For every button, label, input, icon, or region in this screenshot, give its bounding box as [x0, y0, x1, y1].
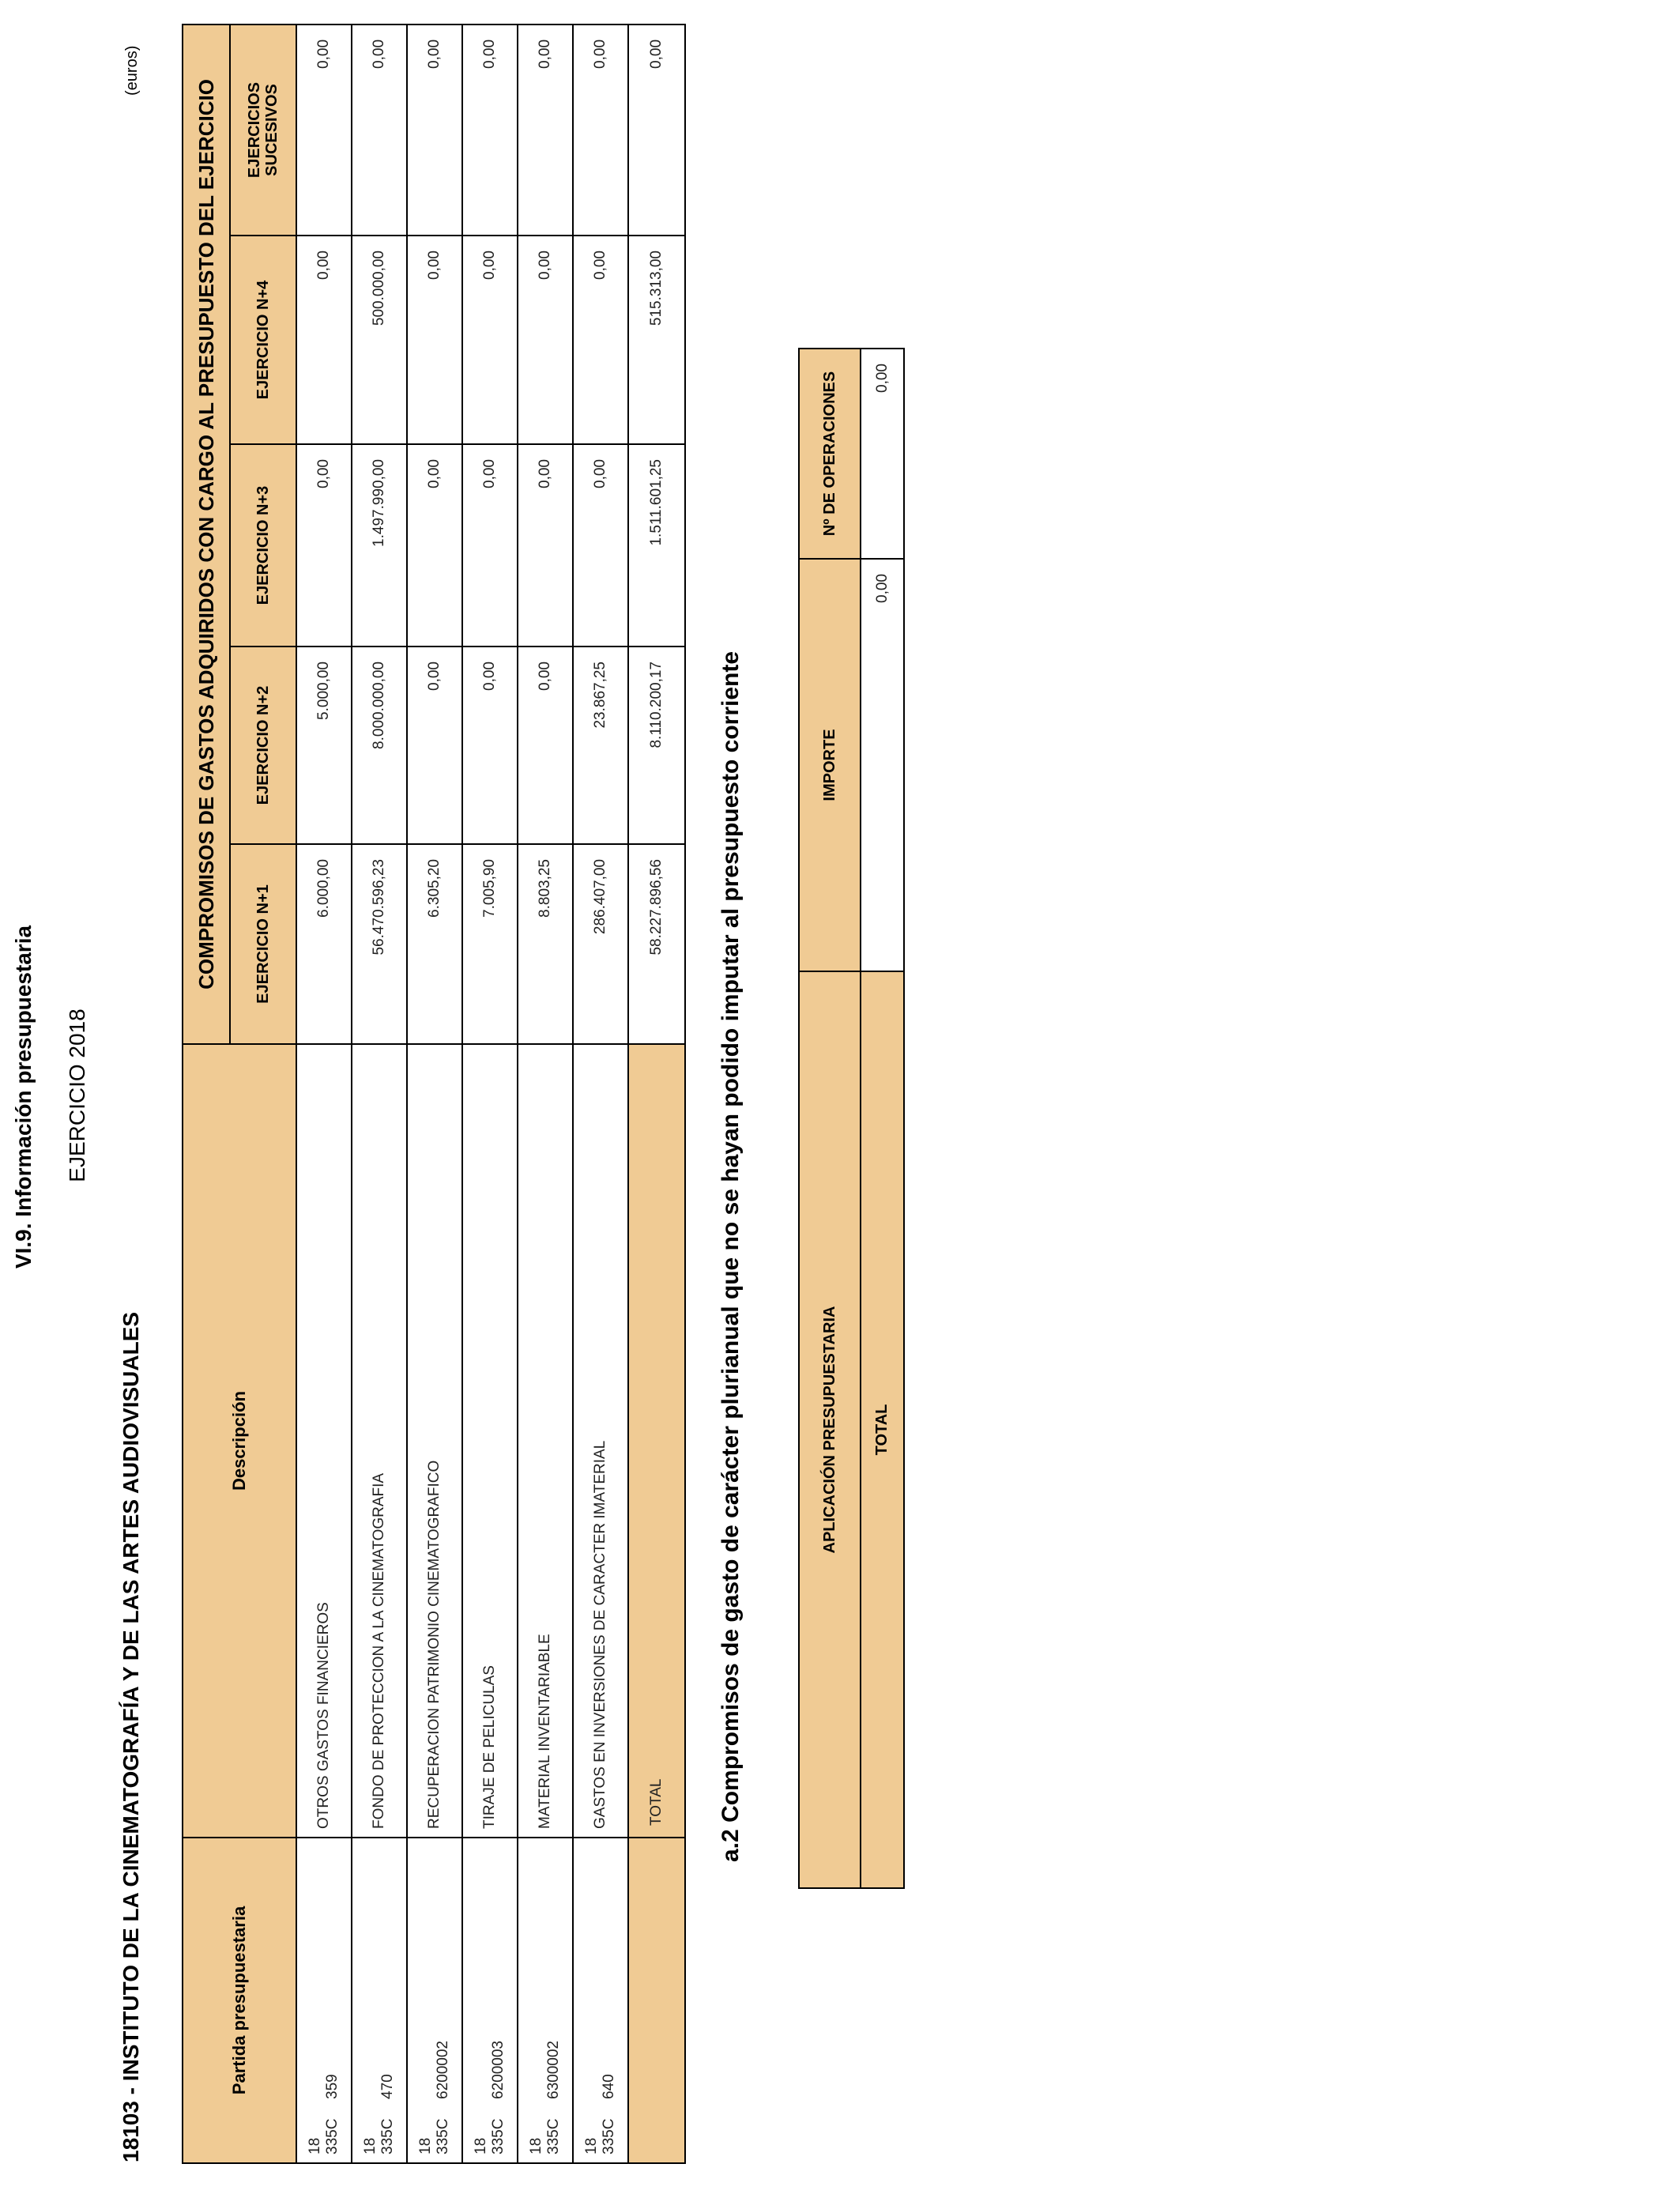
table-row — [462, 25, 518, 2163]
col-operaciones: Nº DE OPERACIONES — [799, 349, 861, 559]
value-sucesivos: 0,00 — [462, 25, 518, 236]
value-n2: 0,00 — [518, 647, 573, 844]
value-n3: 0,00 — [407, 444, 462, 647]
total-row — [628, 25, 685, 2163]
value-n2: 0,00 — [407, 647, 462, 844]
col-ejercicios-sucesivos: EJERCICIOS SUCESIVOS — [230, 25, 296, 236]
value-n4: 0,00 — [462, 236, 518, 444]
value-n3: 1.497.990,00 — [352, 444, 407, 647]
col-ejercicio-n4: EJERCICIO N+4 — [230, 236, 296, 444]
total-label: TOTAL — [628, 1044, 685, 1838]
value-n3: 0,00 — [296, 444, 352, 647]
total-pad-cell — [628, 1838, 685, 2163]
descripcion-cell: FONDO DE PROTECCION A LA CINEMATOGRAFIA — [352, 1044, 407, 1838]
value-n2: 23.867,25 — [573, 647, 628, 844]
col-partida: Partida presupuestaria — [183, 1838, 296, 2163]
a2-total-row — [861, 349, 904, 1888]
value-sucesivos: 0,00 — [518, 25, 573, 236]
value-sucesivos: 0,00 — [573, 25, 628, 236]
partida-cell: 18 335C359 — [296, 1838, 352, 2163]
section-title: VI.9. Información presupuestaria — [11, 925, 36, 1269]
partida-cell: 18 335C6200002 — [407, 1838, 462, 2163]
col-aplicacion: APLICACIÓN PRESUPUESTARIA — [799, 971, 861, 1888]
partida-cell: 18 335C470 — [352, 1838, 407, 2163]
units-label: (euros) — [123, 45, 141, 96]
partida-cell: 18 335C6200003 — [462, 1838, 518, 2163]
value-n1: 56.470.596,23 — [352, 844, 407, 1044]
table-row — [518, 25, 573, 2163]
value-n1: 286.407,00 — [573, 844, 628, 1044]
value-n2: 0,00 — [462, 647, 518, 844]
value-n1: 7.005,90 — [462, 844, 518, 1044]
descripcion-cell: RECUPERACION PATRIMONIO CINEMATOGRAFICO — [407, 1044, 462, 1838]
total-n4: 515.313,00 — [628, 236, 685, 444]
value-n2: 8.000.000,00 — [352, 647, 407, 844]
table-row — [352, 25, 407, 2163]
value-n4: 0,00 — [573, 236, 628, 444]
group-header: COMPROMISOS DE GASTOS ADQUIRIDOS CON CARGO AL PRESUPUESTO DEL EJERCICIO — [183, 25, 230, 1044]
value-n4: 0,00 — [518, 236, 573, 444]
total-n2: 8.110.200,17 — [628, 647, 685, 844]
descripcion-cell: GASTOS EN INVERSIONES DE CARACTER IMATERIAL — [573, 1044, 628, 1838]
value-n3: 0,00 — [462, 444, 518, 647]
value-n4: 0,00 — [296, 236, 352, 444]
organism-title: 18103 - INSTITUTO DE LA CINEMATOGRAFÍA Y DE LAS ARTES AUDIOVISUALES — [119, 1311, 143, 2162]
a2-total-operaciones: 0,00 — [861, 349, 904, 559]
value-n1: 6.000,00 — [296, 844, 352, 1044]
table-row — [296, 25, 352, 2163]
section-a2-title: a.2 Compromisos de gasto de carácter plurianual que no se hayan podido imputar al presupuesto corriente — [718, 650, 744, 1862]
value-n4: 500.000,00 — [352, 236, 407, 444]
descripcion-cell: MATERIAL INVENTARIABLE — [518, 1044, 573, 1838]
value-sucesivos: 0,00 — [352, 25, 407, 236]
a2-total-label: TOTAL — [861, 971, 904, 1888]
commitments-table — [182, 24, 686, 2164]
a2-table — [798, 348, 905, 1889]
value-n1: 6.305,20 — [407, 844, 462, 1044]
total-n3: 1.511.601,25 — [628, 444, 685, 647]
col-importe: IMPORTE — [799, 559, 861, 971]
value-n1: 8.803,25 — [518, 844, 573, 1044]
value-n4: 0,00 — [407, 236, 462, 444]
table-row — [407, 25, 462, 2163]
value-n2: 5.000,00 — [296, 647, 352, 844]
col-ejercicio-n3: EJERCICIO N+3 — [230, 444, 296, 647]
year-label: EJERCICIO 2018 — [65, 1008, 89, 1182]
total-sucesivos: 0,00 — [628, 25, 685, 236]
descripcion-cell: TIRAJE DE PELICULAS — [462, 1044, 518, 1838]
total-n1: 58.227.896,56 — [628, 844, 685, 1044]
descripcion-cell: OTROS GASTOS FINANCIEROS — [296, 1044, 352, 1838]
value-sucesivos: 0,00 — [296, 25, 352, 236]
partida-cell: 18 335C640 — [573, 1838, 628, 2163]
partida-cell: 18 335C6300002 — [518, 1838, 573, 2163]
value-n3: 0,00 — [573, 444, 628, 647]
value-n3: 0,00 — [518, 444, 573, 647]
table-row — [573, 25, 628, 2163]
a2-total-importe: 0,00 — [861, 559, 904, 971]
col-descripcion: Descripción — [183, 1044, 296, 1838]
value-sucesivos: 0,00 — [407, 25, 462, 236]
col-ejercicio-n1: EJERCICIO N+1 — [230, 844, 296, 1044]
col-ejercicio-n2: EJERCICIO N+2 — [230, 647, 296, 844]
